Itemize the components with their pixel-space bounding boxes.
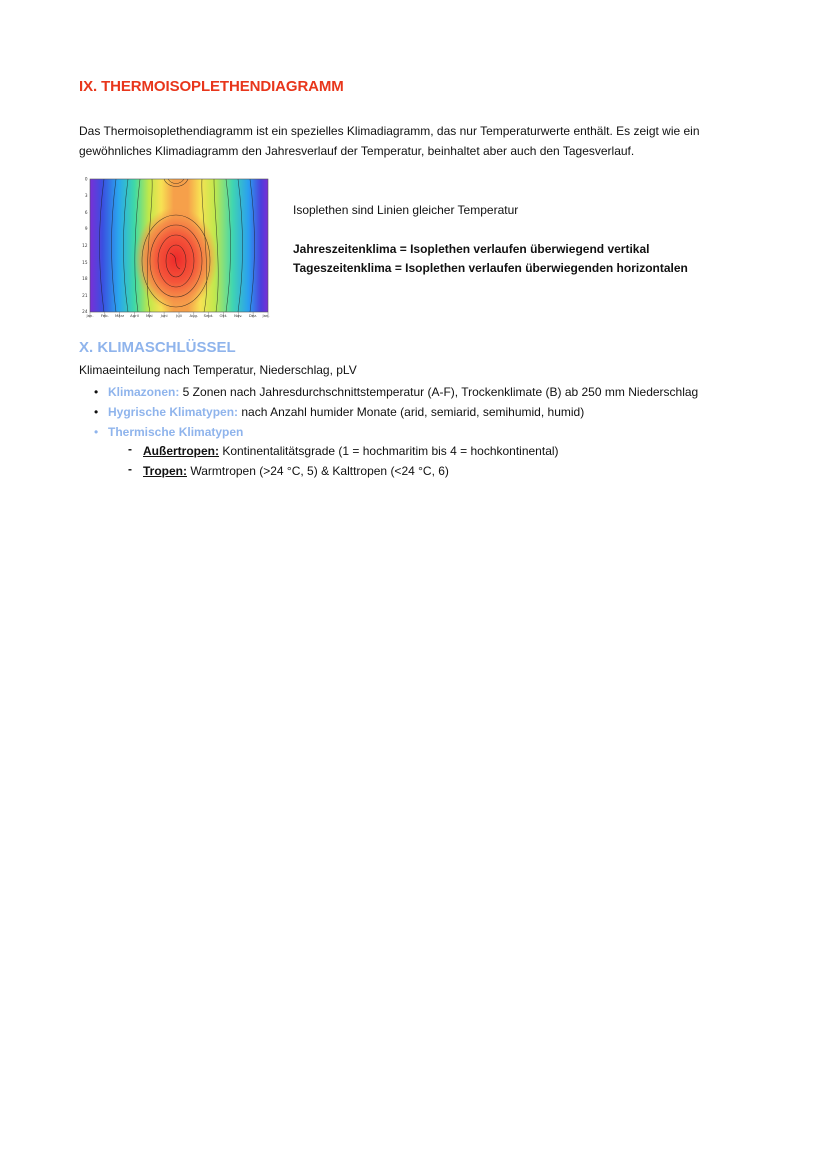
klimaschluessel-subtitle: Klimaeinteilung nach Temperatur, Niederschlag, pLV [79,363,357,377]
intro-line-2: gewöhnliches Klimadiagramm den Jahresverlauf der Temperatur, beinhaltet aber auch den Tagesverlauf. [79,144,635,158]
y-tick: 9 [84,226,88,231]
bullet: • [94,385,99,399]
month-label: Sept. [203,313,214,318]
month-label: Jan. [86,313,94,318]
list-item-klimazonen [94,382,794,402]
klimaschluessel-list [94,382,794,442]
thermoisopleth-chart [80,175,272,320]
bullet: • [94,405,99,419]
item-term: Tropen: [143,464,187,478]
month-label: Aug. [189,313,199,318]
y-tick: 15 [82,260,88,265]
thermische-klimatypen-sublist [128,441,768,481]
y-tick: 0 [84,176,88,182]
item-text: nach Anzahl humider Monate (arid, semiarid, semihumid, humid) [238,405,585,419]
figure-caption-block [293,201,773,278]
bullet: • [94,425,99,439]
definition-jahreszeitenklima: Jahreszeitenklima = Isoplethen verlaufen überwiegend vertikal [293,242,650,256]
month-label: April [130,313,139,318]
month-label: Mai [145,313,153,318]
item-key: Hygrische Klimatypen: [108,405,239,419]
month-label: März [115,313,125,318]
month-label: Okt. [219,313,228,318]
month-label: Jan. [262,313,270,318]
section-heading-thermoisoplethendiagramm: IX. THERMOISOPLETHENDIAGRAMM [79,78,344,95]
section-heading-klimaschluessel: X. KLIMASCHLÜSSEL [79,339,236,356]
list-item-thermische-klimatypen [94,422,794,442]
y-tick: 18 [82,276,88,281]
y-tick: 12 [82,243,88,248]
list-item-hygrische-klimatypen [94,402,794,422]
sublist-item-tropen [128,461,768,481]
item-text: 5 Zonen nach Jahresdurchschnittstemperatur (A-F), Trockenklimate (B) ab 250 mm Niederschlag [179,385,699,399]
item-text: Warmtropen (>24 °C, 5) & Kalttropen (<24 °C, 6) [187,464,449,478]
spacer [293,220,773,240]
dash-marker: - [128,442,132,456]
item-key: Klimazonen: [108,385,180,399]
item-term: Außertropen: [143,444,219,458]
y-tick: 24 [82,309,88,314]
y-tick: 6 [84,210,88,215]
month-label: Juli [176,313,182,318]
y-tick: 3 [84,193,88,198]
sublist-item-aussertropen [128,441,768,461]
intro-paragraph [79,121,759,161]
month-label: Nov. [234,313,243,318]
item-key: Thermische Klimatypen [108,425,244,439]
isopleth-note: Isoplethen sind Linien gleicher Temperatur [293,203,519,217]
month-label: Feb. [100,313,109,318]
definition-tageszeitenklima: Tageszeitenklima = Isoplethen verlaufen überwiegenden horizontalen [293,261,688,275]
y-tick: 21 [82,293,88,298]
intro-line-1: Das Thermoisoplethendiagramm ist ein spezielles Klimadiagramm, das nur Temperaturwerte enthält. Es zeigt wie ein [79,124,700,138]
month-label: Juni [160,313,168,318]
item-text: Kontinentalitätsgrade (1 = hochmaritim bis 4 = hochkontinental) [219,444,559,458]
dash-marker: - [128,462,132,476]
thermoisopleth-figure [80,175,272,320]
month-label: Dez. [248,313,258,318]
